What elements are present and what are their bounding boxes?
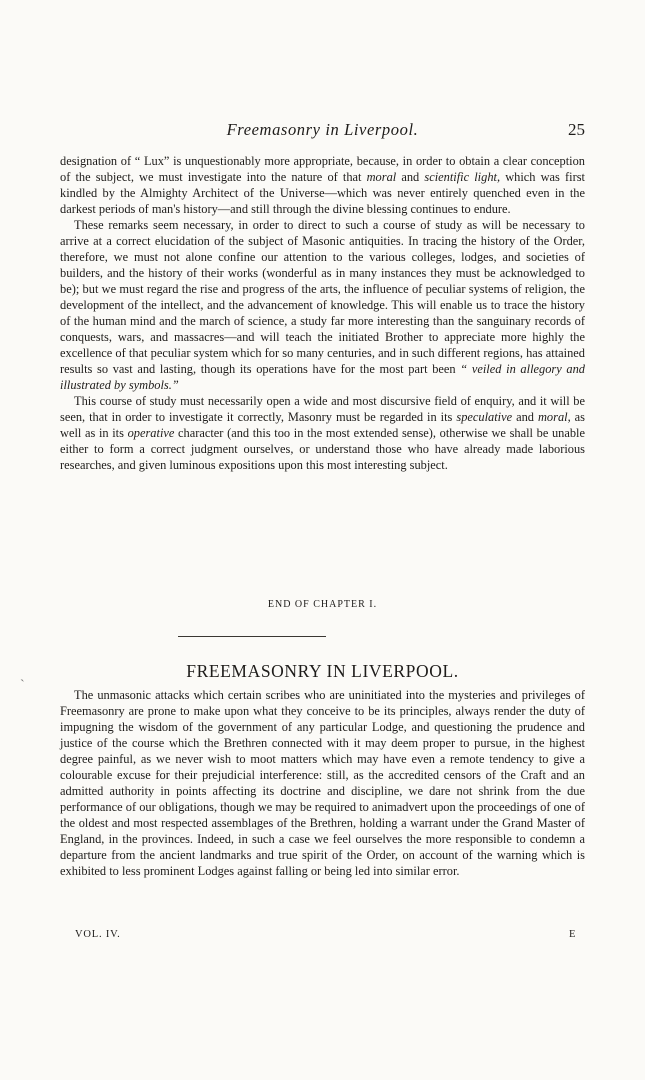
paragraph: designation of “ Lux” is unquestionably more appropriate, because, in order to obtain a clear conception of the subject, we must investigate into the nature of that moral and scientific light, which was first kindled by the Almighty Architect of the Universe—which was never entirely quenched even in the darkest periods of man's history—and still through the divine blessing continues to endure. (60, 154, 585, 216)
volume-signature: VOL. IV. (75, 929, 121, 940)
chapter-end-marker: END OF CHAPTER I. (267, 599, 378, 610)
page-header (60, 120, 585, 144)
article-body-text (60, 687, 585, 879)
page-number: 25 (568, 120, 585, 139)
running-title: Freemasonry in Liverpool. (226, 120, 419, 139)
margin-mark: ˋ (20, 678, 25, 693)
section-title: FREEMASONRY IN LIVERPOOL. (186, 661, 459, 681)
section-divider (178, 636, 326, 637)
printer-signature-mark: E (569, 929, 576, 940)
chapter-conclusion-text (60, 153, 585, 473)
paragraph: The unmasonic attacks which certain scribes who are uninitiated into the mysteries and privileges of Freemasonry are prone to make upon what they conceive to be its principles, always render the duty of impugning the wisdom of the government of any particular Lodge, and questioning the prudence and justice of the course which the Brethren connected with it may deem proper to pursue, in the highest degree painful, as we never wish to moot matters which may have even a remote tendency to give a colourable excuse for their prejudicial interference: still, as the accredited censors of the Craft and an admitted authority in points affecting its doctrine and discipline, we dare not shrink from the due performance of our obligations, though we may be required to animadvert upon the proceedings of one of the oldest and most respected assemblages of the Brethren, holding a warrant under the Grand Master of England, in the provinces. Indeed, in such a case we feel ourselves the more responsible to condemn a departure from the ancient landmarks and true spirit of the Order, on account of the warning which is exhibited to less prominent Lodges against falling or being led into similar error. (60, 688, 585, 878)
paragraph: This course of study must necessarily open a wide and most discursive field of enquiry, and it will be seen, that in order to investigate it correctly, Masonry must be regarded in its speculative and moral, as well as in its operative character (and this too in the most extended sense), otherwise we shall be unable either to form a correct judgment ourselves, or understand those who have already made laborious researches, and given luminous expositions upon this most interesting subject. (60, 394, 585, 472)
paragraph: These remarks seem necessary, in order to direct to such a course of study as will be necessary to arrive at a correct elucidation of the subject of Masonic antiquities. In tracing the history of the Order, therefore, we must not alone confine our attention to the various colleges, lodges, and societies of builders, and the history of their works (wonderful as in many instances they must be acknowledged to be); but we must regard the rise and progress of the arts, the influence of peculiar systems of religion, the development of the intellect, and the advancement of knowledge. This will enable us to trace the history of the human mind and the march of science, a study far more interesting than the sanguinary records of conquests, wars, and massacres—and will teach the initiated Brother to appreciate more highly the excellence of that peculiar system which for so many centuries, and in such different regions, has attained results so vast and lasting, though its operations have for the most part been “ veiled in allegory and illustrated by symbols.” (60, 218, 585, 392)
